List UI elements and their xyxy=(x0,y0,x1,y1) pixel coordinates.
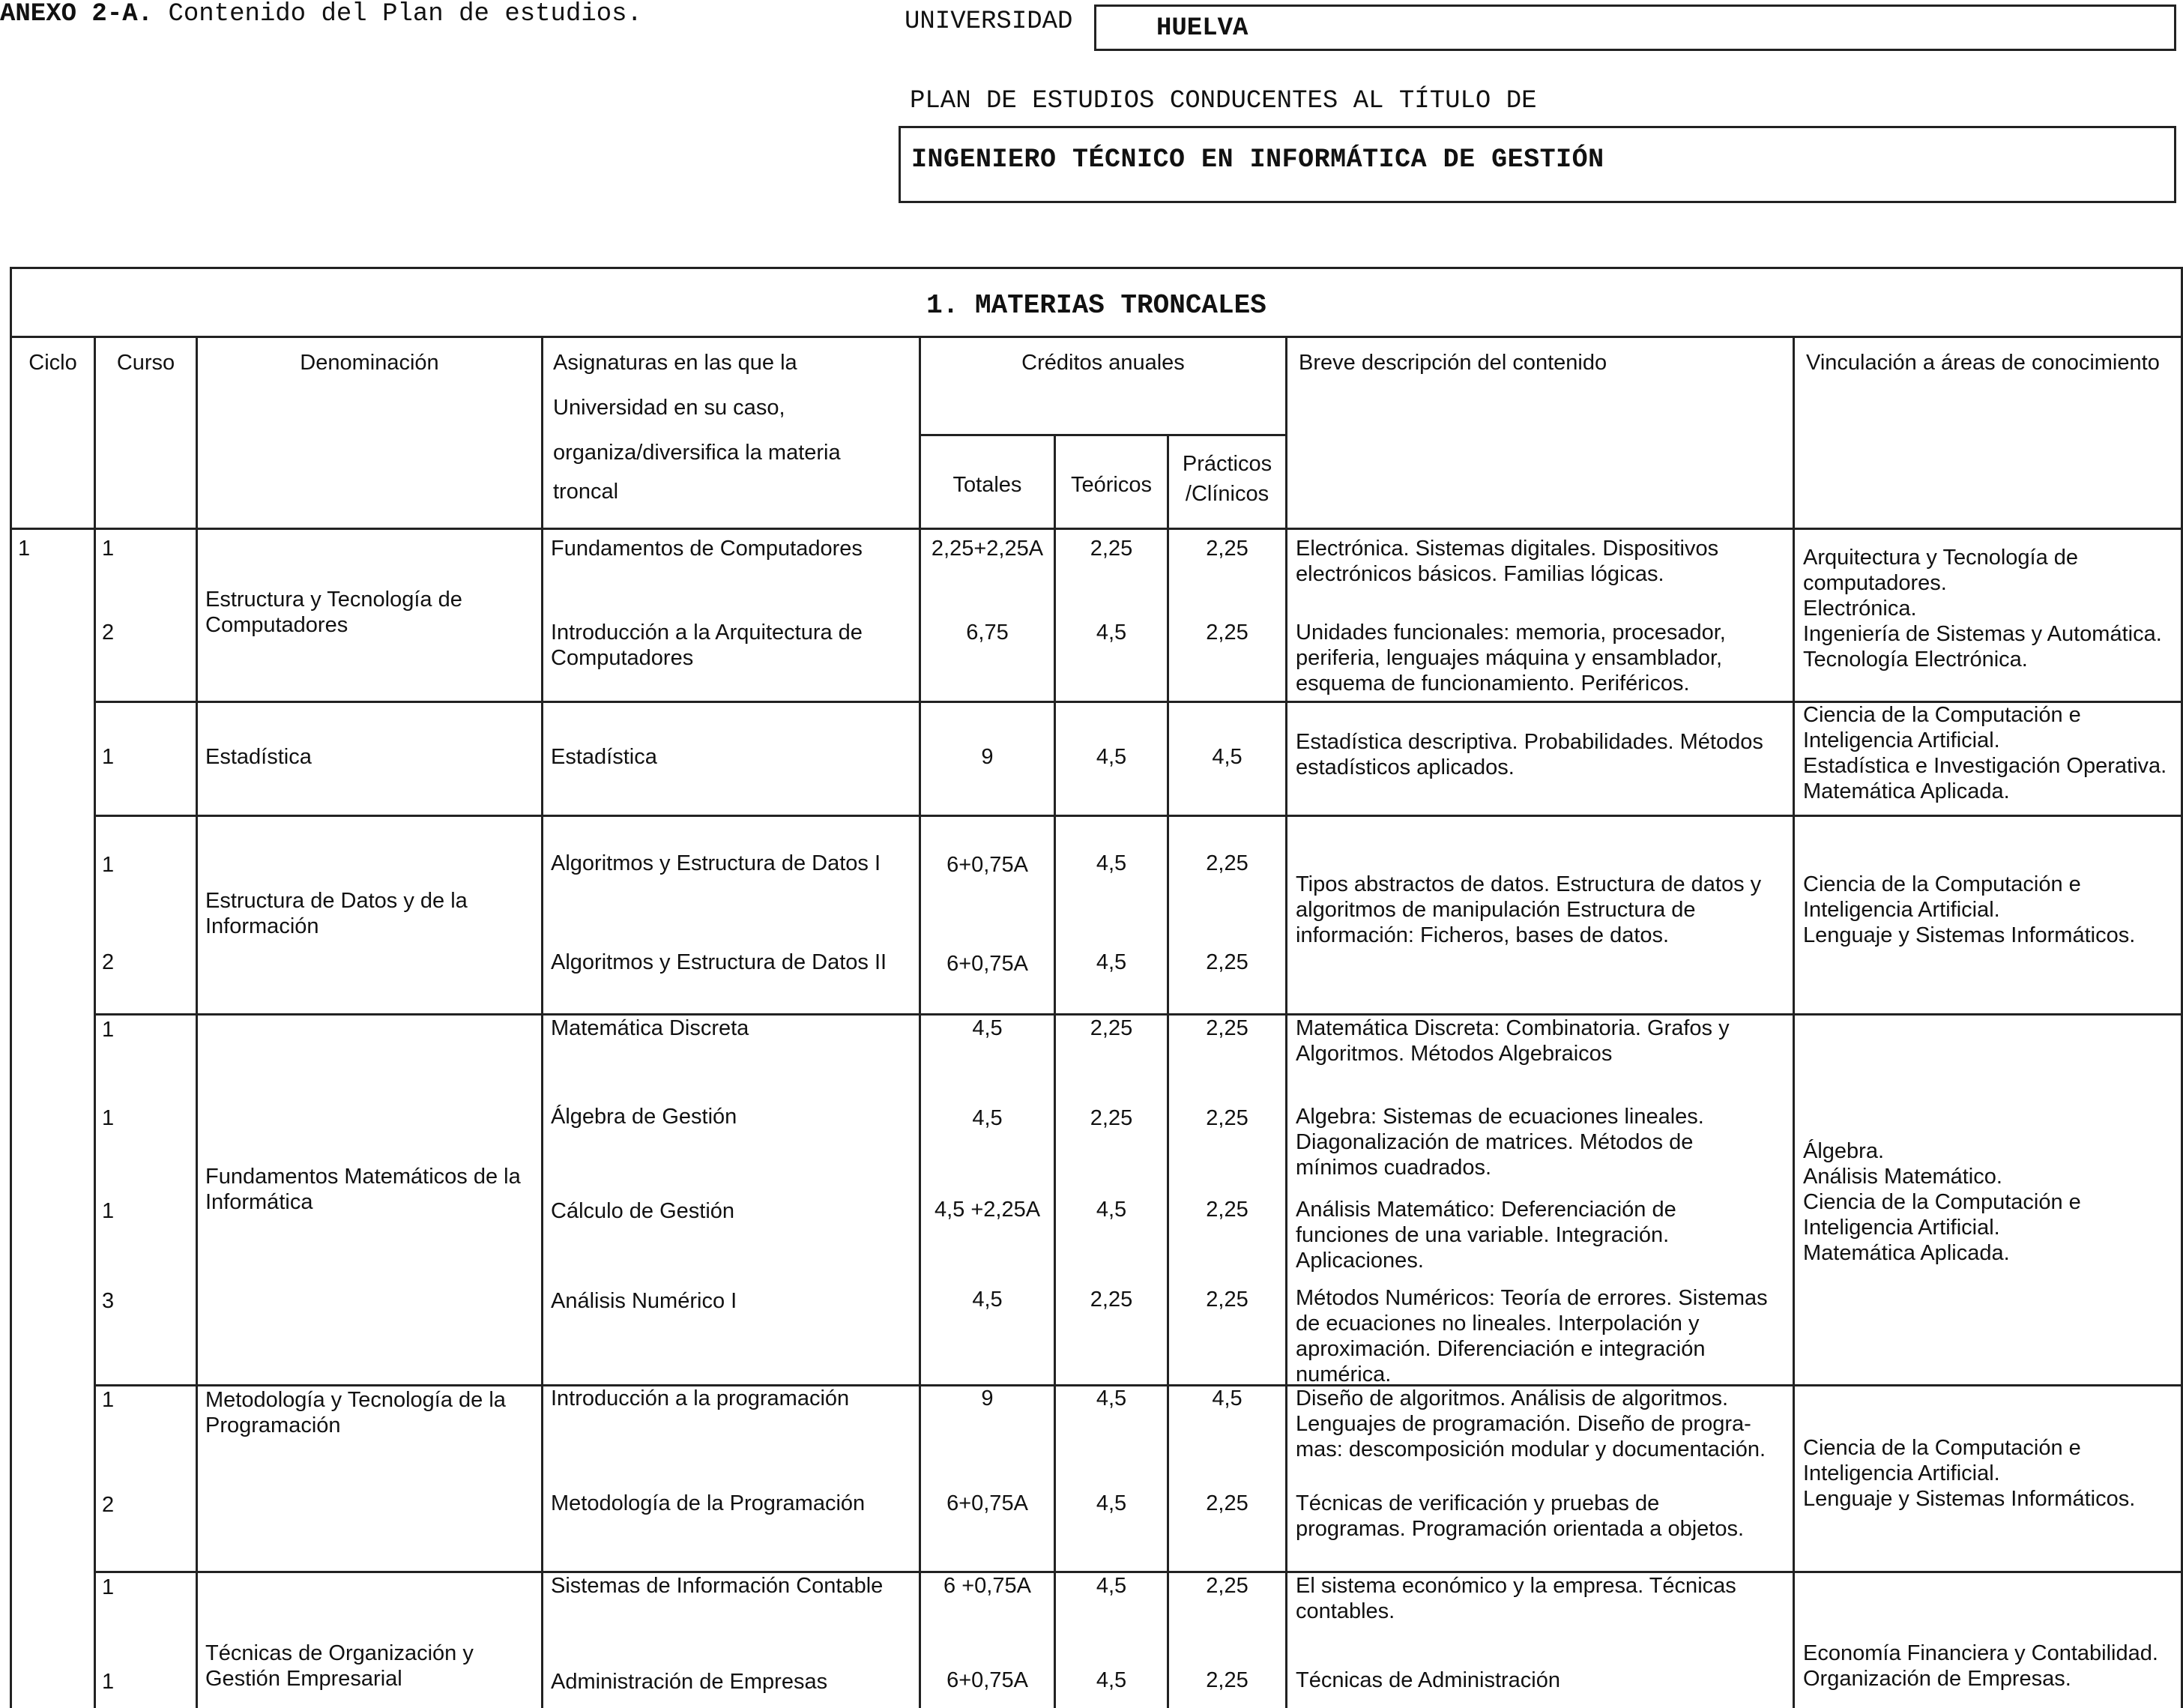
asignatura-cell: Metodología de la Programación xyxy=(551,1491,866,1515)
asignatura-cell: Cálculo de Gestión xyxy=(551,1199,735,1223)
asignatura-cell: Administración de Empresas xyxy=(551,1670,828,1694)
vinculacion-cell: Álgebra. Análisis Matemático. Ciencia de la Computación e Inteligencia Artificial. Matemática Aplicada. xyxy=(1803,1139,2081,1265)
col-header-asignaturas-line: troncal xyxy=(553,480,619,504)
teoricos-cell: 2,25 xyxy=(1090,1288,1133,1312)
annex-label: ANEXO 2-A. xyxy=(0,0,154,28)
totales-cell: 4,5 xyxy=(972,1288,1003,1312)
col-rule xyxy=(541,336,543,1708)
descripcion-cell: Algebra: Sistemas de ecuaciones lineales. Diagonalización de matrices. Métodos de mínimos cuadrados. xyxy=(1296,1105,1704,1180)
col-header-creditos: Créditos anuales xyxy=(1021,351,1185,375)
descripcion-cell: Análisis Matemático: Deferenciación de funciones de una variable. Integración. Aplicaciones. xyxy=(1296,1198,1676,1273)
asignatura-cell: Álgebra de Gestión xyxy=(551,1105,737,1129)
annex-text: Contenido del Plan de estudios. xyxy=(168,0,642,28)
teoricos-cell: 4,5 xyxy=(1096,851,1127,875)
practicos-cell: 2,25 xyxy=(1206,1668,1248,1692)
descripcion-cell: Diseño de algoritmos. Análisis de algoritmos. Lenguajes de programación. Diseño de progra-mas: descomposición modular y documentación. xyxy=(1296,1386,1766,1461)
asignatura-cell: Sistemas de Información Contable xyxy=(551,1574,884,1598)
denominacion-cell: Fundamentos Matemáticos de la Informática xyxy=(205,1165,521,1214)
teoricos-cell: 4,5 xyxy=(1096,1574,1127,1598)
col-header-teoricos: Teóricos xyxy=(1071,473,1152,497)
row-rule xyxy=(94,815,2181,817)
vinculacion-cell: Economía Financiera y Contabilidad. Organización de Empresas. xyxy=(1803,1641,2158,1691)
asignatura-cell: Introducción a la programación xyxy=(551,1386,850,1410)
col-header-asignaturas xyxy=(553,340,841,508)
curso-cell: 1 xyxy=(102,745,115,769)
descripcion-cell: Técnicas de Administración xyxy=(1296,1668,1560,1692)
col-header-descripcion: Breve descripción del contenido xyxy=(1299,351,1607,375)
asignatura-cell: Introducción a la Arquitectura de Computadores xyxy=(551,621,863,670)
curso-cell: 1 xyxy=(102,1199,115,1223)
curso-cell: 2 xyxy=(102,950,115,974)
descripcion-cell: Unidades funcionales: memoria, procesador, periferia, lenguajes máquina y ensamblador, esquema de funcionamiento. Periféricos. xyxy=(1296,621,1726,695)
denominacion-cell: Técnicas de Organización y Gestión Empresarial xyxy=(205,1641,474,1691)
practicos-cell: 4,5 xyxy=(1212,745,1243,769)
practicos-cell: 2,25 xyxy=(1206,1574,1248,1598)
asignatura-cell: Análisis Numérico I xyxy=(551,1289,737,1313)
totales-cell: 6,75 xyxy=(966,621,1009,645)
teoricos-cell: 4,5 xyxy=(1096,621,1127,645)
totales-cell: 4,5 xyxy=(972,1016,1003,1040)
curso-cell: 2 xyxy=(102,1493,115,1517)
asignatura-cell: Estadística xyxy=(551,745,657,769)
col-header-practicos-line: /Clínicos xyxy=(1185,482,1269,506)
plan-label: PLAN DE ESTUDIOS CONDUCENTES AL TÍTULO DE xyxy=(910,87,1537,115)
col-header-practicos-line: Prácticos xyxy=(1182,452,1272,476)
teoricos-cell: 4,5 xyxy=(1096,1491,1127,1515)
teoricos-cell: 2,25 xyxy=(1090,1016,1133,1040)
teoricos-cell: 4,5 xyxy=(1096,950,1127,974)
teoricos-cell: 2,25 xyxy=(1090,1106,1133,1130)
descripcion-cell: Electrónica. Sistemas digitales. Dispositivos electrónicos básicos. Familias lógicas. xyxy=(1296,537,1719,586)
curso-cell: 2 xyxy=(102,621,115,645)
totales-cell: 6+0,75A xyxy=(946,1491,1028,1515)
curso-cell: 1 xyxy=(102,1575,115,1599)
descripcion-cell: Tipos abstractos de datos. Estructura de datos y algoritmos de manipulación Estructura de información: Ficheros, bases de datos. xyxy=(1296,872,1762,947)
totales-cell: 9 xyxy=(981,745,994,769)
practicos-cell: 2,25 xyxy=(1206,1106,1248,1130)
col-header-totales: Totales xyxy=(952,473,1022,497)
col-header-asignaturas-line: Asignaturas en las que la xyxy=(553,351,797,375)
totales-cell: 6+0,75A xyxy=(946,1668,1028,1692)
curso-cell: 1 xyxy=(102,853,115,877)
curso-cell: 1 xyxy=(102,1018,115,1042)
col-header-ciclo: Ciclo xyxy=(28,351,77,375)
col-rule xyxy=(196,336,198,1708)
practicos-cell: 2,25 xyxy=(1206,537,1248,561)
vinculacion-cell: Arquitectura y Tecnología de computadores. Electrónica. Ingeniería de Sistemas y Automática. Tecnología Electrónica. xyxy=(1803,546,2162,672)
curso-cell: 3 xyxy=(102,1289,115,1313)
col-header-vinculacion: Vinculación a áreas de conocimiento xyxy=(1806,351,2160,375)
totales-cell: 2,25+2,25A xyxy=(931,537,1044,561)
practicos-cell: 2,25 xyxy=(1206,1288,1248,1312)
descripcion-cell: Métodos Numéricos: Teoría de errores. Sistemas de ecuaciones no lineales. Interpolación y aproximación. Diferenciación e integración numérica. xyxy=(1296,1286,1768,1386)
materias-troncales-table xyxy=(10,267,2183,1708)
curso-cell: 1 xyxy=(102,1670,115,1694)
totales-cell: 6+0,75A xyxy=(946,952,1028,976)
descripcion-cell: Estadística descriptiva. Probabilidades. Métodos estadísticos aplicados. xyxy=(1296,730,1763,779)
totales-cell: 4,5 xyxy=(972,1106,1003,1130)
university-label: UNIVERSIDAD xyxy=(905,7,1073,36)
asignatura-cell: Algoritmos y Estructura de Datos I xyxy=(551,851,881,875)
vinculacion-cell: Ciencia de la Computación e Inteligencia Artificial. Lenguaje y Sistemas Informáticos. xyxy=(1803,1436,2136,1511)
col-header-asignaturas-line: organiza/diversifica la materia xyxy=(553,441,841,465)
col-header-practicos xyxy=(1169,449,1285,509)
practicos-cell: 2,25 xyxy=(1206,1491,1248,1515)
denominacion-cell: Estadística xyxy=(205,745,312,769)
col-header-curso: Curso xyxy=(116,351,175,375)
descripcion-cell: Técnicas de verificación y pruebas de programas. Programación orientada a objetos. xyxy=(1296,1491,1745,1541)
curso-cell: 1 xyxy=(102,537,115,561)
asignatura-cell: Fundamentos de Computadores xyxy=(551,537,863,561)
practicos-cell: 2,25 xyxy=(1206,1016,1248,1040)
university-field xyxy=(1094,4,2176,51)
degree-title-field xyxy=(899,126,2176,203)
practicos-cell: 2,25 xyxy=(1206,950,1248,974)
descripcion-cell: Matemática Discreta: Combinatoria. Grafos y Algoritmos. Métodos Algebraicos xyxy=(1296,1016,1730,1066)
col-rule xyxy=(1793,336,1795,1708)
curso-cell: 1 xyxy=(102,1106,115,1130)
vinculacion-cell: Ciencia de la Computación e Inteligencia Artificial. Estadística e Investigación Operativa. Matemática Aplicada. xyxy=(1803,703,2167,803)
creditos-rule xyxy=(919,434,1285,436)
vinculacion-cell: Ciencia de la Computación e Inteligencia Artificial. Lenguaje y Sistemas Informáticos. xyxy=(1803,872,2136,947)
section-title: 1. MATERIAS TRONCALES xyxy=(926,290,1266,321)
practicos-cell: 2,25 xyxy=(1206,851,1248,875)
teoricos-cell: 4,5 xyxy=(1096,1386,1127,1410)
practicos-cell: 2,25 xyxy=(1206,1198,1248,1222)
col-rule xyxy=(1285,336,1287,1708)
university-value: HUELVA xyxy=(1156,14,1248,43)
totales-cell: 9 xyxy=(981,1386,994,1410)
teoricos-cell: 4,5 xyxy=(1096,745,1127,769)
totales-cell: 6 +0,75A xyxy=(943,1574,1031,1598)
denominacion-cell: Estructura de Datos y de la Información xyxy=(205,889,468,938)
teoricos-cell: 2,25 xyxy=(1090,537,1133,561)
asignatura-cell: Algoritmos y Estructura de Datos II xyxy=(551,950,887,974)
col-header-asignaturas-line: Universidad en su caso, xyxy=(553,396,785,420)
teoricos-cell: 4,5 xyxy=(1096,1198,1127,1222)
totales-cell: 6+0,75A xyxy=(946,853,1028,877)
annex-heading xyxy=(0,0,642,28)
asignatura-cell: Matemática Discreta xyxy=(551,1016,749,1040)
header-top-rule xyxy=(12,336,2181,338)
practicos-cell: 2,25 xyxy=(1206,621,1248,645)
denominacion-cell: Estructura y Tecnología de Computadores xyxy=(205,588,462,637)
curso-cell: 1 xyxy=(102,1388,115,1412)
ciclo-value: 1 xyxy=(18,537,31,561)
practicos-cell: 4,5 xyxy=(1212,1386,1243,1410)
col-header-denominacion: Denominación xyxy=(300,351,439,375)
teoricos-cell: 4,5 xyxy=(1096,1668,1127,1692)
header-bottom-rule xyxy=(12,528,2181,530)
denominacion-cell: Metodología y Tecnología de la Programación xyxy=(205,1388,506,1437)
totales-cell: 4,5 +2,25A xyxy=(934,1198,1041,1222)
descripcion-cell: El sistema económico y la empresa. Técnicas contables. xyxy=(1296,1574,1736,1623)
degree-title: INGENIERO TÉCNICO EN INFORMÁTICA DE GESTIÓN xyxy=(911,145,1604,175)
col-rule xyxy=(94,336,96,1708)
